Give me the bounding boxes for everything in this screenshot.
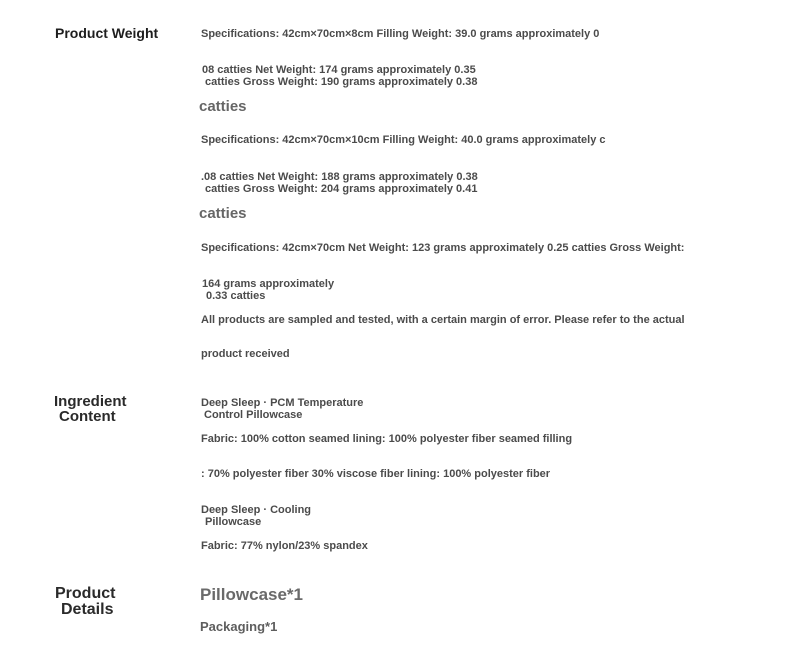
spec2-line1: Specifications: 42cm×70cm×10cm Filling Weight: 40.0 grams approximately c	[201, 134, 606, 146]
spec2-net-weight: .08 catties Net Weight: 188 grams approximately 0.38	[201, 171, 478, 183]
disclaimer-line2: product received	[201, 348, 290, 360]
pcm-fabric-line2: : 70% polyester fiber 30% viscose fiber lining: 100% polyester fiber	[201, 468, 551, 480]
details-label-line1: Product	[55, 585, 116, 602]
details-label-line2: Details	[61, 601, 114, 618]
ingredient-label-line2: Content	[59, 408, 116, 425]
spec1-weights	[202, 65, 477, 88]
spec2-tail: catties	[199, 205, 247, 222]
details-item-pillowcase: Pillowcase*1	[200, 585, 304, 604]
spec1-tail: catties	[199, 98, 247, 115]
ingredient-content-label	[54, 394, 127, 424]
spec3-gross-catties: 0.33 catties	[206, 289, 266, 302]
spec3-weights	[202, 279, 334, 302]
disclaimer-line1: All products are sampled and tested, with a certain margin of error. Please refer to the actual	[201, 314, 685, 326]
details-item-packaging: Packaging*1	[200, 619, 278, 634]
spec2-weights	[201, 172, 478, 195]
spec3-gross-weight: 164 grams approximately	[202, 278, 335, 290]
pcm-title-line2: Control Pillowcase	[204, 408, 303, 421]
pcm-fabric-line1: Fabric: 100% cotton seamed lining: 100% polyester fiber seamed filling	[201, 433, 573, 445]
spec1-net-weight: 08 catties Net Weight: 174 grams approximately 0.35	[202, 64, 476, 76]
spec3-line1: Specifications: 42cm×70cm Net Weight: 123 grams approximately 0.25 catties Gross Weight:	[201, 242, 685, 254]
cooling-fabric: Fabric: 77% nylon/23% spandex	[201, 540, 368, 552]
pcm-title-line1: Deep Sleep · PCM Temperature	[201, 397, 364, 409]
pcm-pillowcase-title	[201, 398, 363, 421]
cooling-pillowcase-title	[201, 505, 311, 528]
product-weight-label: Product Weight	[55, 25, 159, 41]
spec2-gross-weight: catties Gross Weight: 204 grams approximately 0.41	[205, 182, 478, 195]
ingredient-label-line1: Ingredient	[54, 393, 127, 410]
spec1-line1: Specifications: 42cm×70cm×8cm Filling Weight: 39.0 grams approximately 0	[201, 28, 600, 40]
cooling-title-line1: Deep Sleep · Cooling	[201, 504, 312, 516]
spec1-gross-weight: catties Gross Weight: 190 grams approximately 0.38	[205, 75, 478, 88]
cooling-title-line2: Pillowcase	[205, 515, 262, 528]
product-details-label	[55, 586, 115, 618]
